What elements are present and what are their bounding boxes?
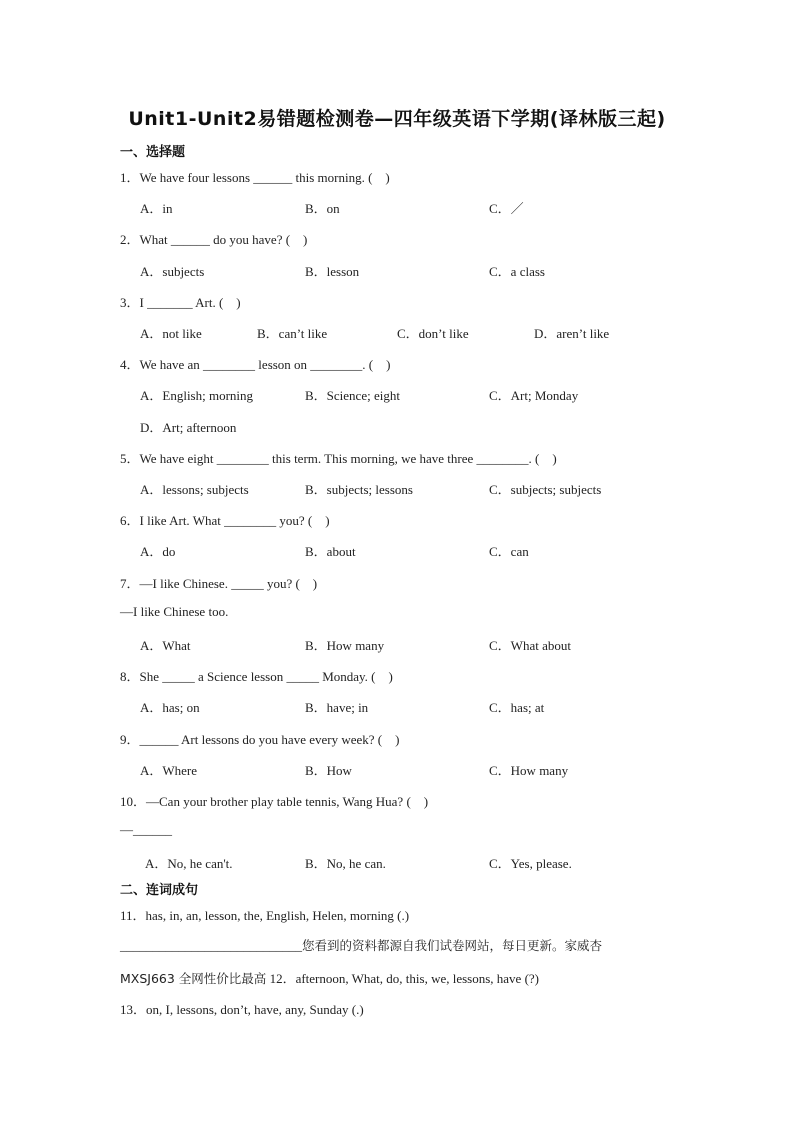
q1-option-b: B．on — [305, 201, 340, 216]
question-13: 13．on, I, lessons, don’t, have, any, Sunday (.) — [120, 1002, 364, 1017]
question-10: 10．—Can your brother play table tennis, Wang Hua? ( ) — [120, 794, 429, 809]
answer-blank: ____________________________ — [120, 938, 302, 953]
q4-option-c: C．Art; Monday — [489, 388, 579, 403]
question-6: 6．I like Art. What ________ you? ( ) — [120, 513, 330, 528]
question-12-text: 12．afternoon, What, do, this, we, lessons, have (?) — [266, 971, 540, 986]
question-7-reply: —I like Chinese too. — [120, 604, 229, 619]
question-5: 5．We have eight ________ this term. This morning, we have three ________. ( ) — [120, 451, 557, 466]
q5-option-b: B．subjects; lessons — [305, 482, 413, 497]
q8-option-c: C．has; at — [489, 700, 545, 715]
q2-option-b: B．lesson — [305, 264, 360, 279]
q6-option-b: B．about — [305, 544, 356, 559]
watermark-prefix: MXSJ663 全网性价比最高 — [120, 971, 267, 986]
q7-option-a: A．What — [140, 638, 191, 653]
question-1: 1．We have four lessons ______ this morning. ( ) — [120, 170, 390, 185]
question-12 — [120, 968, 539, 987]
q1-option-a: A．in — [140, 201, 173, 216]
q4-option-d: D．Art; afternoon — [140, 420, 237, 435]
question-2: 2．What ______ do you have? ( ) — [120, 232, 308, 247]
q2-option-c: C．a class — [489, 264, 545, 279]
q3-option-a: A．not like — [140, 326, 202, 341]
q3-option-d: D．aren’t like — [534, 326, 610, 341]
q8-option-a: A．has; on — [140, 700, 200, 715]
q6-option-a: A．do — [140, 544, 176, 559]
q5-option-a: A．lessons; subjects — [140, 482, 249, 497]
q8-option-b: B．have; in — [305, 700, 369, 715]
q3-option-c: C．don’t like — [397, 326, 469, 341]
section-heading-sentence-building: 二、连词成句 — [120, 883, 199, 898]
q4-option-a: A．English; morning — [140, 388, 254, 403]
question-10-reply: —______ — [120, 822, 172, 837]
q7-option-c: C．What about — [489, 638, 571, 653]
q1-option-c: C．／ — [489, 201, 524, 216]
q10-option-c: C．Yes, please. — [489, 856, 572, 871]
question-11: 11．has, in, an, lesson, the, English, Helen, morning (.) — [120, 908, 410, 923]
question-3: 3．I _______ Art. ( ) — [120, 295, 241, 310]
q3-option-b: B．can’t like — [257, 326, 328, 341]
q10-option-b: B．No, he can. — [305, 856, 386, 871]
question-8: 8．She _____ a Science lesson _____ Monday. ( ) — [120, 669, 393, 684]
section-heading-multiple-choice: 一、选择题 — [120, 145, 186, 160]
question-9: 9．______ Art lessons do you have every week? ( ) — [120, 732, 400, 747]
question-11-answer-line — [120, 936, 602, 954]
question-7: 7．—I like Chinese. _____ you? ( ) — [120, 576, 318, 591]
q6-option-c: C．can — [489, 544, 529, 559]
q2-option-a: A．subjects — [140, 264, 205, 279]
q10-option-a: A．No, he can't. — [145, 856, 233, 871]
watermark-text: 您看到的资料都源自我们试卷网站，每日更新。家威杏 — [302, 938, 603, 953]
question-4: 4．We have an ________ lesson on ________. ( ) — [120, 357, 391, 372]
page-title: Unit1-Unit2易错题检测卷—四年级英语下学期(译林版三起) — [128, 108, 666, 130]
q7-option-b: B．How many — [305, 638, 385, 653]
q4-option-b: B．Science; eight — [305, 388, 400, 403]
q5-option-c: C．subjects; subjects — [489, 482, 602, 497]
q9-option-b: B．How — [305, 763, 352, 778]
q9-option-c: C．How many — [489, 763, 569, 778]
q9-option-a: A．Where — [140, 763, 198, 778]
